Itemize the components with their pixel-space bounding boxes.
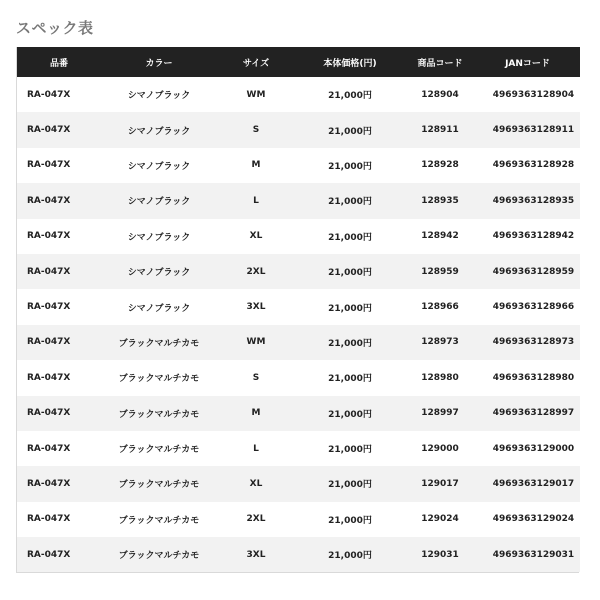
size-cell: 3XL bbox=[217, 537, 295, 572]
size-cell: M bbox=[217, 396, 295, 431]
color-cell: ブラックマルチカモ bbox=[101, 325, 217, 360]
product-code-cell: 129024 bbox=[405, 502, 475, 537]
price-cell: 21,000円 bbox=[295, 360, 405, 395]
product-code-cell: 128966 bbox=[405, 289, 475, 324]
product-code-cell: 128911 bbox=[405, 112, 475, 147]
color-cell: シマノブラック bbox=[101, 148, 217, 183]
product-code-cell: 129017 bbox=[405, 466, 475, 501]
price-cell: 21,000円 bbox=[295, 219, 405, 254]
product-code-cell: 128928 bbox=[405, 148, 475, 183]
part-number-cell: RA-047X bbox=[17, 502, 101, 537]
product-code-cell: 128973 bbox=[405, 325, 475, 360]
size-cell: 2XL bbox=[217, 502, 295, 537]
jan-code-cell: 4969363129017 bbox=[475, 466, 580, 501]
jan-code-cell: 4969363128966 bbox=[475, 289, 580, 324]
jan-code-cell: 4969363128973 bbox=[475, 325, 580, 360]
table-row bbox=[17, 112, 580, 147]
table-row bbox=[17, 77, 580, 112]
header-jan-code: JANコード bbox=[475, 47, 580, 77]
part-number-cell: RA-047X bbox=[17, 537, 101, 572]
color-cell: ブラックマルチカモ bbox=[101, 502, 217, 537]
table-row bbox=[17, 289, 580, 324]
product-code-cell: 128942 bbox=[405, 219, 475, 254]
part-number-cell: RA-047X bbox=[17, 325, 101, 360]
table-row bbox=[17, 360, 580, 395]
color-cell: シマノブラック bbox=[101, 219, 217, 254]
jan-code-cell: 4969363128942 bbox=[475, 219, 580, 254]
header-color: カラー bbox=[101, 47, 217, 77]
part-number-cell: RA-047X bbox=[17, 289, 101, 324]
table-row bbox=[17, 148, 580, 183]
product-code-cell: 128997 bbox=[405, 396, 475, 431]
color-cell: シマノブラック bbox=[101, 77, 217, 112]
table-row bbox=[17, 325, 580, 360]
price-cell: 21,000円 bbox=[295, 148, 405, 183]
price-cell: 21,000円 bbox=[295, 112, 405, 147]
table-header-row bbox=[17, 47, 580, 77]
color-cell: ブラックマルチカモ bbox=[101, 431, 217, 466]
jan-code-cell: 4969363128980 bbox=[475, 360, 580, 395]
jan-code-cell: 4969363128911 bbox=[475, 112, 580, 147]
price-cell: 21,000円 bbox=[295, 502, 405, 537]
size-cell: XL bbox=[217, 466, 295, 501]
table-row bbox=[17, 502, 580, 537]
product-code-cell: 128980 bbox=[405, 360, 475, 395]
part-number-cell: RA-047X bbox=[17, 219, 101, 254]
spec-table bbox=[17, 47, 580, 572]
price-cell: 21,000円 bbox=[295, 289, 405, 324]
price-cell: 21,000円 bbox=[295, 325, 405, 360]
price-cell: 21,000円 bbox=[295, 431, 405, 466]
jan-code-cell: 4969363128904 bbox=[475, 77, 580, 112]
jan-code-cell: 4969363129024 bbox=[475, 502, 580, 537]
table-row bbox=[17, 466, 580, 501]
size-cell: XL bbox=[217, 219, 295, 254]
header-product-code: 商品コード bbox=[405, 47, 475, 77]
jan-code-cell: 4969363128935 bbox=[475, 183, 580, 218]
size-cell: 3XL bbox=[217, 289, 295, 324]
table-row bbox=[17, 396, 580, 431]
part-number-cell: RA-047X bbox=[17, 360, 101, 395]
page-title: スペック表 bbox=[16, 19, 94, 37]
table-row bbox=[17, 254, 580, 289]
jan-code-cell: 4969363129031 bbox=[475, 537, 580, 572]
size-cell: S bbox=[217, 112, 295, 147]
table-row bbox=[17, 219, 580, 254]
product-code-cell: 129000 bbox=[405, 431, 475, 466]
header-price: 本体価格(円) bbox=[295, 47, 405, 77]
table-row bbox=[17, 183, 580, 218]
spec-table-container bbox=[16, 47, 579, 573]
part-number-cell: RA-047X bbox=[17, 183, 101, 218]
jan-code-cell: 4969363128959 bbox=[475, 254, 580, 289]
size-cell: S bbox=[217, 360, 295, 395]
price-cell: 21,000円 bbox=[295, 396, 405, 431]
color-cell: シマノブラック bbox=[101, 112, 217, 147]
part-number-cell: RA-047X bbox=[17, 396, 101, 431]
table-body bbox=[17, 77, 580, 572]
size-cell: L bbox=[217, 183, 295, 218]
product-code-cell: 129031 bbox=[405, 537, 475, 572]
part-number-cell: RA-047X bbox=[17, 77, 101, 112]
color-cell: ブラックマルチカモ bbox=[101, 360, 217, 395]
part-number-cell: RA-047X bbox=[17, 254, 101, 289]
part-number-cell: RA-047X bbox=[17, 466, 101, 501]
size-cell: 2XL bbox=[217, 254, 295, 289]
size-cell: L bbox=[217, 431, 295, 466]
price-cell: 21,000円 bbox=[295, 254, 405, 289]
color-cell: ブラックマルチカモ bbox=[101, 396, 217, 431]
part-number-cell: RA-047X bbox=[17, 112, 101, 147]
part-number-cell: RA-047X bbox=[17, 431, 101, 466]
part-number-cell: RA-047X bbox=[17, 148, 101, 183]
size-cell: WM bbox=[217, 77, 295, 112]
product-code-cell: 128935 bbox=[405, 183, 475, 218]
header-size: サイズ bbox=[217, 47, 295, 77]
color-cell: シマノブラック bbox=[101, 183, 217, 218]
price-cell: 21,000円 bbox=[295, 77, 405, 112]
jan-code-cell: 4969363129000 bbox=[475, 431, 580, 466]
table-row bbox=[17, 431, 580, 466]
color-cell: シマノブラック bbox=[101, 289, 217, 324]
price-cell: 21,000円 bbox=[295, 466, 405, 501]
color-cell: ブラックマルチカモ bbox=[101, 466, 217, 501]
color-cell: シマノブラック bbox=[101, 254, 217, 289]
jan-code-cell: 4969363128928 bbox=[475, 148, 580, 183]
product-code-cell: 128959 bbox=[405, 254, 475, 289]
product-code-cell: 128904 bbox=[405, 77, 475, 112]
size-cell: M bbox=[217, 148, 295, 183]
price-cell: 21,000円 bbox=[295, 183, 405, 218]
jan-code-cell: 4969363128997 bbox=[475, 396, 580, 431]
size-cell: WM bbox=[217, 325, 295, 360]
header-part-number: 品番 bbox=[17, 47, 101, 77]
price-cell: 21,000円 bbox=[295, 537, 405, 572]
table-row bbox=[17, 537, 580, 572]
color-cell: ブラックマルチカモ bbox=[101, 537, 217, 572]
